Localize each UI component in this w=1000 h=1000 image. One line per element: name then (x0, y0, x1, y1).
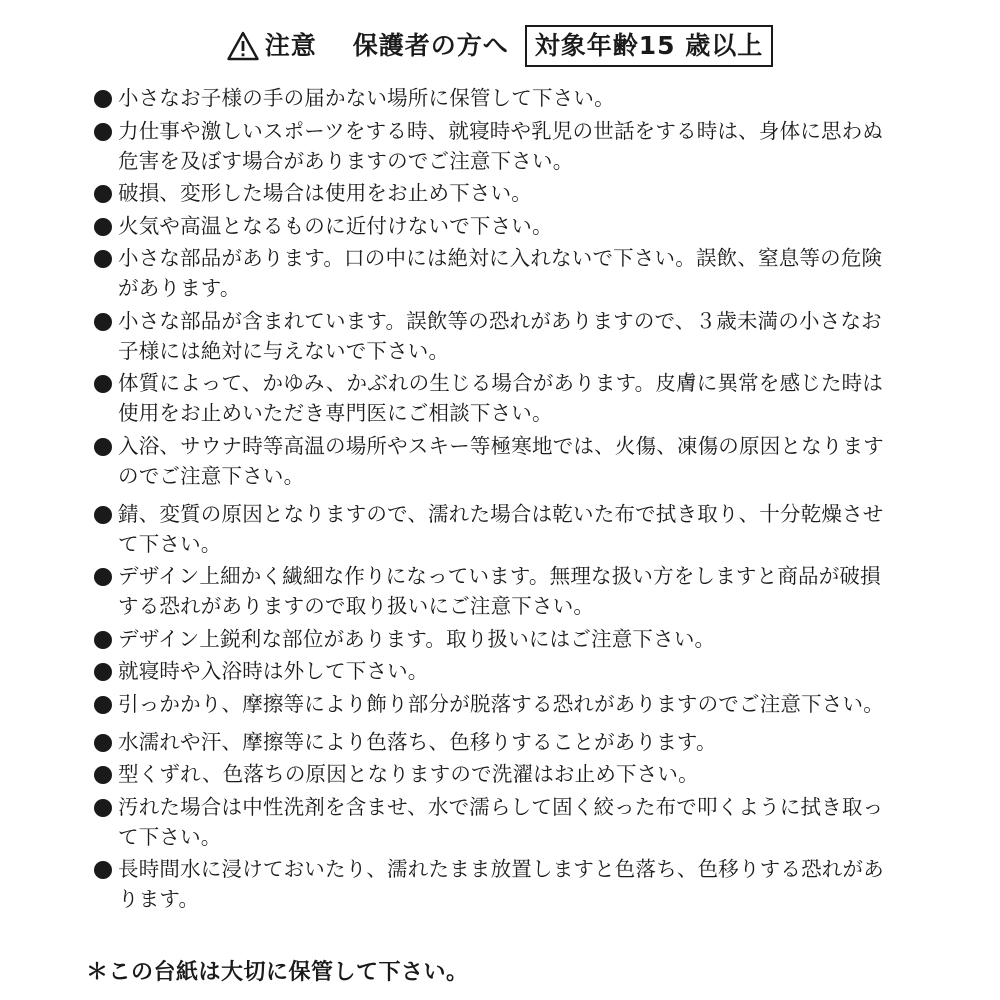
caution-item (92, 368, 898, 428)
caution-item (92, 306, 898, 366)
bullet-icon (94, 506, 112, 524)
caution-item-text: 就寝時や入浴時は外して下さい。 (118, 659, 429, 683)
caution-item (92, 624, 898, 654)
bullet-icon (94, 438, 112, 456)
caution-item-text: 力仕事や激しいスポーツをする時、就寝時や乳児の世話をする時は、身体に思わぬ危害を及ぼす場合がありますのでご注意下さい。 (118, 118, 884, 173)
caution-item (92, 727, 898, 757)
bullet-icon (94, 799, 112, 817)
caution-item-text: 体質によって、かゆみ、かぶれの生じる場合があります。皮膚に異常を感じた時は使用をお止めいただき専門医にご相談下さい。 (118, 371, 884, 425)
caution-item (92, 211, 898, 241)
bullet-icon (94, 185, 112, 203)
caution-item (92, 83, 898, 113)
caution-item-text: デザイン上鋭利な部位があります。取り扱いにはご注意下さい。 (118, 626, 716, 651)
bullet-icon (94, 250, 112, 268)
caution-item-text: 小さな部品が含まれています。誤飲等の恐れがありますので、３歳未満の小さなお子様には絶対に与えないで下さい。 (118, 308, 882, 363)
caution-item (92, 854, 898, 914)
caution-item-text: 汚れた場合は中性洗剤を含ませ、水で濡らして固く絞った布で叩くように拭き取って下さい。 (118, 794, 884, 849)
caution-item (92, 178, 898, 208)
bullet-icon (94, 734, 112, 752)
caution-item (92, 431, 898, 491)
bullet-icon (94, 766, 112, 784)
bullet-icon (94, 375, 112, 393)
caution-item (92, 561, 898, 621)
caution-item-text: 入浴、サウナ時等高温の場所やスキー等極寒地では、火傷、凍傷の原因となりますのでご注意下さい。 (118, 433, 884, 488)
bullet-icon (94, 663, 112, 681)
bullet-icon (94, 696, 112, 714)
bullet-icon (94, 90, 112, 108)
target-age-badge: 対象年齢15 歳以上 (525, 25, 774, 67)
bullet-icon (94, 218, 112, 236)
caution-item-text: 引っかかり、摩擦等により飾り部分が脱落する恐れがありますのでご注意下さい。 (118, 691, 884, 716)
bullet-icon (94, 123, 112, 141)
caution-header (0, 22, 1000, 70)
caution-item-text: 型くずれ、色落ちの原因となりますので洗濯はお止め下さい。 (118, 762, 699, 786)
caution-item (92, 116, 898, 176)
caution-item (92, 759, 898, 789)
caution-item-text: デザイン上細かく繊細な作りになっています。無理な扱い方をしますと商品が破損する恐れがありますので取り扱いにご注意下さい。 (118, 564, 881, 618)
guardian-subtitle: 保護者の方へ (352, 31, 509, 60)
footer-note: ＊この台紙は大切に保管して下さい。 (86, 960, 469, 985)
caution-title: 注意 (264, 31, 317, 60)
caution-list (92, 83, 898, 917)
bullet-icon (94, 631, 112, 649)
caution-item-text: 水濡れや汗、摩擦等により色落ち、色移りすることがあります。 (118, 729, 717, 754)
caution-item-text: 火気や高温となるものに近付けないで下さい。 (118, 213, 553, 238)
caution-item (92, 792, 898, 852)
bullet-icon (94, 861, 112, 879)
caution-item-text: 小さな部品があります。口の中には絶対に入れないで下さい。誤飲、窒息等の危険があります。 (118, 246, 883, 300)
caution-item (92, 243, 898, 303)
bullet-icon (94, 568, 112, 586)
caution-item-text: 長時間水に浸けておいたり、濡れたまま放置しますと色落ち、色移りする恐れがあります。 (118, 857, 884, 911)
caution-item-text: 小さなお子様の手の届かない場所に保管して下さい。 (118, 86, 615, 110)
bullet-icon (94, 313, 112, 331)
caution-item (92, 499, 898, 559)
warning-triangle-icon (227, 31, 259, 61)
caution-item-text: 破損、変形した場合は使用をお止め下さい。 (118, 181, 532, 205)
caution-item (92, 656, 898, 686)
caution-item (92, 689, 898, 719)
caution-item-text: 錆、変質の原因となりますので、濡れた場合は乾いた布で拭き取り、十分乾燥させて下さい。 (118, 501, 884, 556)
